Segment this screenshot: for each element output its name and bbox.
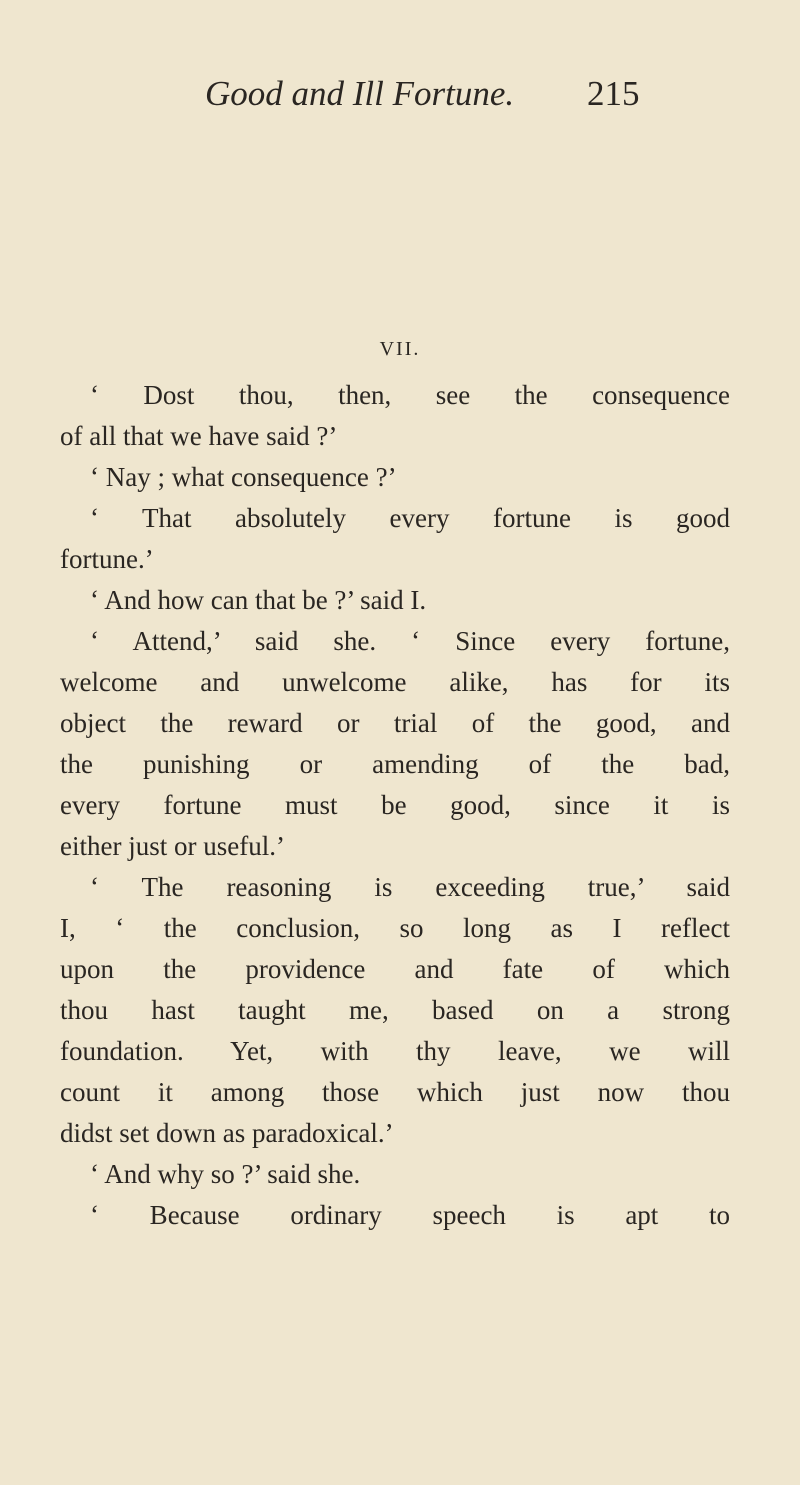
text-line: ‘ Dost thou, then, see the consequence — [90, 380, 730, 410]
text-line: object the reward or trial of the good, and — [60, 708, 730, 738]
text-line: didst set down as paradoxical.’ — [60, 1118, 394, 1148]
text-line: fortune.’ — [60, 544, 154, 574]
text-line: ‘ The reasoning is exceeding true,’ said — [90, 872, 730, 902]
running-head — [205, 74, 675, 126]
text-line: ‘ That absolutely every fortune is good — [90, 503, 730, 533]
text-line: thou hast taught me, based on a strong — [60, 995, 730, 1025]
text-line: welcome and unwelcome alike, has for its — [60, 667, 730, 697]
text-line: ‘ Because ordinary speech is apt to — [90, 1200, 730, 1230]
text-line: count it among those which just now thou — [60, 1077, 730, 1107]
text-line: I, ‘ the conclusion, so long as I reflect — [60, 913, 730, 943]
body-text — [60, 375, 730, 1236]
section-heading: VII. — [379, 338, 421, 360]
running-title: Good and Ill Fortune. — [205, 74, 515, 113]
text-line: upon the providence and fate of which — [60, 954, 730, 984]
page-number: 215 — [587, 74, 640, 113]
text-line: ‘ And why so ?’ said she. — [90, 1159, 361, 1189]
text-line: foundation. Yet, with thy leave, we will — [60, 1036, 730, 1066]
text-line: ‘ Attend,’ said she. ‘ Since every fortune, — [90, 626, 730, 656]
text-line: the punishing or amending of the bad, — [60, 749, 730, 779]
text-line: of all that we have said ?’ — [60, 421, 338, 451]
text-line: either just or useful.’ — [60, 831, 285, 861]
text-line: every fortune must be good, since it is — [60, 790, 730, 820]
text-line: ‘ Nay ; what consequence ?’ — [90, 462, 397, 492]
text-line: ‘ And how can that be ?’ said I. — [90, 585, 427, 615]
